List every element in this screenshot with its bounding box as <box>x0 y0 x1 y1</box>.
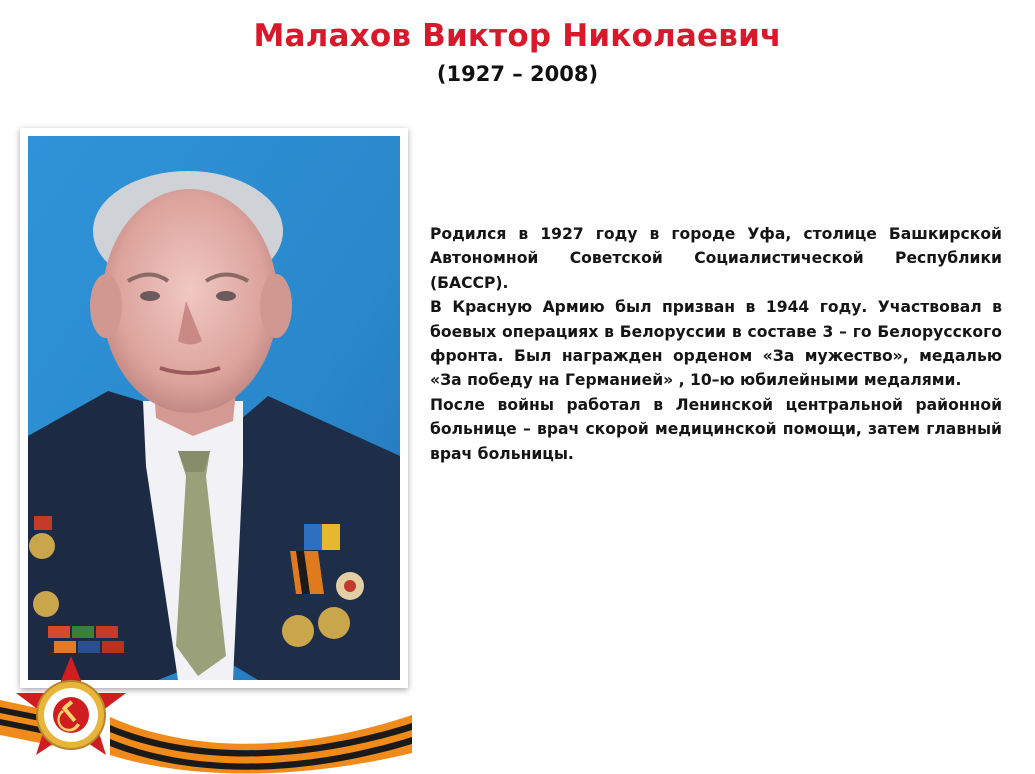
bio-paragraph: После войны работал в Ленинской центральной районной больнице – врач скорой медицинской помощи, затем главный врач больницы. <box>430 395 1002 463</box>
st-george-ribbon-emblem <box>0 655 420 774</box>
st-george-ribbon <box>0 655 420 774</box>
bio-paragraph: В Красную Армию был призван в 1944 году. Участвовал в боевых операциях в Белоруссии в составе 3 – го Белорусского фронта. Был награжден орденом «За мужество», медалью «За победу на Германией» , 10–ю юбилейными медалями. <box>430 298 1002 390</box>
portrait-photo-frame <box>20 128 408 688</box>
page-title: Малахов Виктор Николаевич <box>253 18 782 54</box>
life-years: (1927 – 2008) <box>436 62 599 86</box>
portrait-photo <box>28 136 400 680</box>
bio-paragraph: Родился в 1927 году в городе Уфа, столице Башкирской Автономной Советской Социалистической Республики (БАССР). <box>430 225 1002 292</box>
biography-text <box>430 222 1002 466</box>
